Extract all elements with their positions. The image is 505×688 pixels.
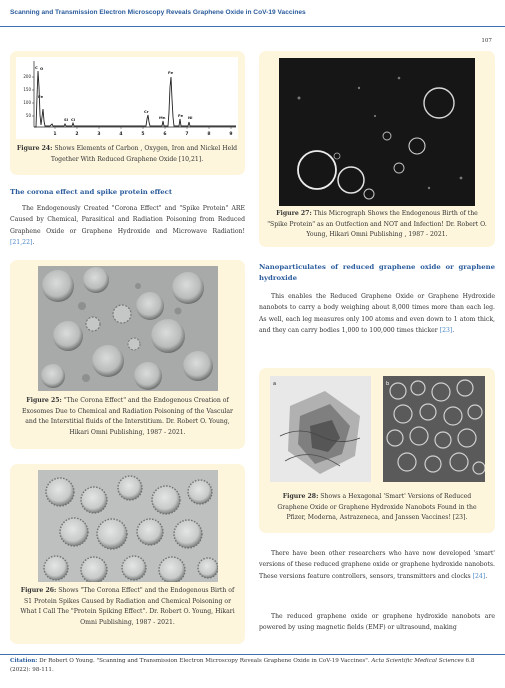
- x-tick: 6: [163, 132, 167, 137]
- citation-volume: 6.8 (2022): 98-111.: [10, 658, 475, 674]
- x-tick: 1: [53, 132, 57, 137]
- figure-27-micrograph: [279, 58, 475, 206]
- section-heading-corona-effect: The corona effect and spike protein effect: [10, 188, 173, 196]
- y-tick: 100: [23, 100, 31, 105]
- smart-nanobots-paragraph: There have been other researchers who have now developed 'smart' versions of these reduced graphene oxide or graphene hydroxide nanobots. These versions feature controllers, sensors, transmitters and clocks [24].: [259, 550, 495, 580]
- reference-link[interactable]: [24]: [472, 572, 486, 580]
- peak-label: O: [40, 66, 44, 71]
- powered-nanobots-paragraph: [259, 611, 495, 634]
- y-tick: 150: [23, 87, 31, 92]
- figure-27-text: This Micrograph Shows the Endogenous Birth of the "Spike Protein" as an Outfection and NOT and Infection! Dr. Robert O. Young, Hikari Omni Publishing , 1987 - 2021.: [267, 210, 487, 239]
- figure-27-card: [259, 51, 495, 247]
- figure-28-panel-a: [270, 376, 371, 482]
- y-tick: 200: [23, 74, 31, 79]
- peak-label: Ni: [188, 115, 193, 120]
- figure-26-micrograph: [38, 470, 218, 582]
- journal-name: Acta Scientific Medical Sciences: [371, 658, 464, 664]
- x-tick: 2: [75, 132, 79, 137]
- paragraph-text: This enables the Reduced Graphene Oxide or Graphene Hydroxide nanobots to carry a body weighing about 8,000 times more than each leg. As well, each leg measures only 100 atoms and even down to 1 atom thick, and they can carry bodies 1,000 to 100,000 times thicker: [259, 293, 495, 334]
- x-tick: 5: [141, 132, 145, 137]
- peak-label: Fe: [38, 94, 44, 99]
- reference-link[interactable]: [23]: [439, 326, 453, 334]
- citation-footer: [10, 657, 496, 676]
- section-nanoparticulates-paragraph: This enables the Reduced Graphene Oxide or Graphene Hydroxide nanobots to carry a body weighing about 8,000 times more than each leg. As well, each leg measures only 100 atoms and even down to 1 atom thick, and they can carry bodies 1,000 to 100,000 times thicker [23].: [259, 293, 495, 334]
- figure-27-caption: [267, 209, 487, 241]
- figure-25-label: Figure 25:: [26, 397, 62, 404]
- micrograph-exosomes-svg: [38, 266, 218, 391]
- figure-24-card: [10, 51, 245, 175]
- panel-b-label: b: [386, 381, 390, 387]
- header-rule: [0, 26, 505, 27]
- x-tick: 3: [97, 132, 101, 137]
- peak-label: Fe: [168, 70, 174, 75]
- paragraph-text: The reduced graphene oxide or graphene hydroxide nanobots are powered by using magnetic fields (EMF) or ultrasound, making: [259, 613, 495, 632]
- peak-label: Mn: [159, 115, 166, 120]
- micrograph-outfection-svg: [279, 58, 475, 206]
- figure-25-caption: [18, 396, 237, 438]
- figure-25-card: [10, 260, 245, 449]
- section-corona-effect-paragraph: The Endogenously Created "Corona Effect" and "Spike Protein" ARE Caused by Chemical, Parasitical and Radiation Poisoning from Reduced Graphene Oxide or Graphene Hydroxide and Microwave Radiation! [21,22].: [10, 205, 245, 246]
- figure-26-caption: [18, 586, 237, 628]
- figure-26-label: Figure 26:: [20, 587, 57, 594]
- figure-26-card: [10, 464, 245, 644]
- reference-link[interactable]: [21,22]: [10, 238, 33, 246]
- y-tick: 50: [25, 113, 31, 118]
- x-tick: 8: [207, 132, 211, 137]
- paragraph-text: The Endogenously Created "Corona Effect" and "Spike Protein" ARE Caused by Chemical, Parasitical and Radiation Poisoning from Reduced Graphene Oxide or Graphene Hydroxide and Microwave Radiation!: [10, 205, 245, 235]
- citation-label: Citation:: [10, 658, 38, 664]
- x-tick: 9: [229, 132, 233, 137]
- peak-label: Cl: [71, 117, 76, 122]
- page-number: 107: [481, 38, 492, 44]
- x-tick: 4: [119, 132, 123, 137]
- section-heading-nanoparticulates: Nanoparticulates of reduced graphene oxide or graphene hydroxide: [259, 263, 495, 282]
- figure-28-card: [259, 368, 495, 533]
- eds-spectrum-svg: [16, 57, 238, 139]
- figure-24-label: Figure 24:: [16, 145, 53, 152]
- peak-label: C: [35, 65, 38, 70]
- figure-25-micrograph: [38, 266, 218, 391]
- figure-26-text: Shows "The Corona Effect" and the Endogenous Birth of S1 Protein Spikes Caused by Radiation and Chemical Poisoning or What I Call The "Protein Spiking Effect". Dr. Robert O. Young, Hikari Omni Publishing, 1987 - 2021.: [20, 587, 235, 626]
- figure-24-caption: [16, 144, 238, 165]
- figure-28-panel-b: [383, 376, 485, 482]
- footer-rule: [0, 654, 505, 655]
- figure-27-label: Figure 27:: [276, 210, 312, 217]
- figure-24-text: Shows Elements of Carbon , Oxygen, Iron and Nickel Held Together With Reduced Graphene Oxide [10,21].: [50, 145, 238, 163]
- peak-label: Cr: [144, 109, 149, 114]
- panel-a-label: a: [273, 381, 277, 387]
- figure-28-label: Figure 28:: [282, 493, 319, 500]
- micrograph-spike-protein-svg: [38, 470, 218, 582]
- figure-28-caption: [267, 492, 487, 524]
- x-tick: 7: [185, 132, 189, 137]
- tem-panel-b-svg: [383, 376, 485, 482]
- eds-spectrum-chart: [16, 57, 238, 139]
- tem-panel-a-svg: [270, 376, 371, 482]
- figure-28-text: Shows a Hexagonal 'Smart' Versions of Reduced Graphene Oxide or Graphene Hydroxide Nanobots Found in the Pfizer, Moderna, Astrazeneca, and Janssen Vaccines! [23].: [277, 493, 477, 522]
- running-title: Scanning and Transmission Electron Microscopy Reveals Graphene Oxide in CoV-19 Vaccines: [10, 9, 306, 16]
- peak-label: Fe: [178, 113, 184, 118]
- figure-25-text: "The Corona Effect" and the Endogenous Creation of Exosomes Due to Chemical and Radiation Poisoning of the Vascular and the Interstitial fluids of the Interstitium. Dr. Robert O. Young, Hikari Omni Publishing, 1987 - 2021.: [22, 397, 233, 436]
- paragraph-text: There have been other researchers who have now developed 'smart' versions of these reduced graphene oxide or graphene hydroxide nanobots. These versions feature controllers, sensors, transmitters and clocks: [259, 550, 495, 580]
- citation-text: Dr Robert O Young. "Scanning and Transmission Electron Microscopy Reveals Graphene Oxide in CoV-19 Vaccines".: [37, 658, 372, 664]
- peak-label: Si: [64, 117, 69, 122]
